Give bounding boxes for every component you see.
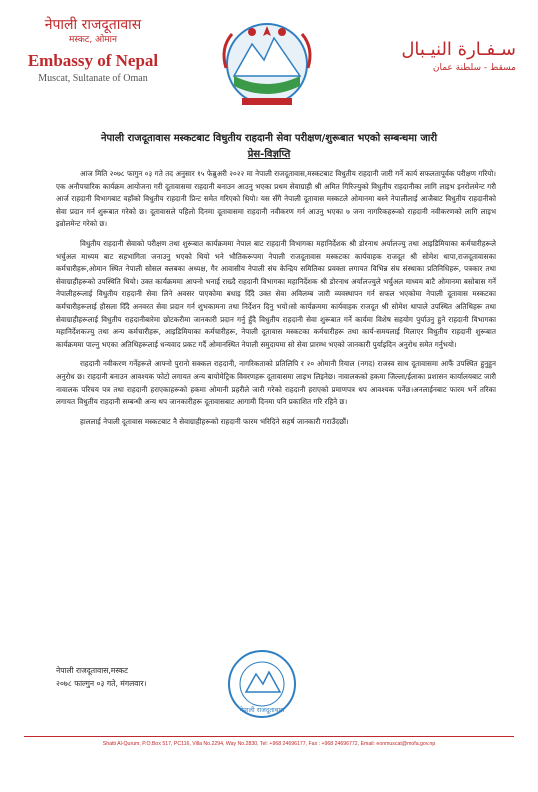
paragraph: विधुतीय राहदानी सेवाको परीक्षण तथा शुरूबात कार्यक्रममा नेपाल बाट राहदानी विभागका महानिर्देशक श्री डोरनाथ अर्यालज्यु तथा आइडिमियाका कर्मचारीहरूले भर्चुअल माध्यम बाट सहभागिता जनाउनु भएको थियो भने भौतिकरूपमा नेपाली राजदूतावास मस्कटका कार्यवाहक राजदूत श्री सोमेश थापा,राजदूतावासका कर्मचारीहरू,ओमान स्थित नेपाली सोसल क्लबका अध्यक्ष, गैर आवासीय नेपाली संघ केन्द्रिय समितिका प्रवक्ता लगायत विभिन्न संघ संस्थाका प्रतिनिधिहरू, पत्रकार तथा सेवाग्राहीहरूको उपस्थिति थियो। उक्त कार्यक्रममा आफ्नो भनाई राख्दै राहदानी विभागका महानिर्देशक श्री डोरनाथ अर्यालज्युले भर्चुअल माध्यम बाटै ओमानमा बसोबास गर्ने नेपालीहरूलाई विधुतीय राहदानी सेवा लिने अवसर पाएकोमा बधाइ दिँदै उक्त सेवा अविलम्ब जारी व्यवस्थापन गर्न सफल भएकोमा नेपाली दूतावास मस्कटका कर्मचारीहरूलाई हौसला दिँदै अनवरत सेवा प्रदान गर्न शुभकामना तथा निर्देशन दिनु भयो।सो कार्यक्रममा कार्यवाहक राजदूत श्री सोमेश थापाले उपस्थित अतिथिहरू तथा सेवाग्राहीहरूलाई विधुतीय राहदानीबारेमा छोटकरीमा जानकारी प्रदान गर्नु हुँदै विधुतीय राहदानी सेवा शुरूबात गर्ने कार्यमा विशेष सहयोग पुर्याउनु हुने राहदानी विभागका महानिर्देशकज्यु तथा अन्य कर्मचारीहरू, आइडिमियाका कर्मचारीहरू, नेपाली दूतावास मस्कटका कर्मचारीहरू तथा कार्य-समयलाई मिलाएर विधुतीय राहदानी शुरूबात कार्यक्रममा पाल्नु भएका अतिथिहरूलाई धन्यवाद प्रकट गर्दै ओमानस्थित नेपाली समुदायमा सो सेवा प्रारम्भ भएको जानकारी पुर्याइदिन अनुरोध समेत गर्नुभयो। [56,238,496,349]
embassy-name-english: Embassy of Nepal [27,51,159,70]
footer-divider [24,736,514,737]
embassy-location-english: Muscat, Sultanate of Oman [38,73,148,84]
paragraph: आज मिति २०७८ फागुन ०३ गते तद अनुसार १५ फेब्रुअरी २०२२ मा नेपाली राजदूतावास,मस्कटबाट विधुतीय राहदानी जारी गर्ने कार्य सफलतापूर्वक परीक्षण गरियो। एक अनौपचारिक कार्यक्रम आयोजना गरी दूतावासमा राहदानी बनाउन आउनु भएका प्रथम सेवाग्राही श्री अमित गिरिज्युको विधुतीय राहदानीका लागि लाइभ इनरोलमेन्ट गरी आर्ज राहदानी विभागबाट वहाँको विधुतीय राहदानी प्रिन्ट समेत गरिएको थियो। यस सँगै नेपाली दूतावास मस्कटले ओमानमा बस्ने नेपालीलाई आजैबाट विधुतीय राहदानीको सेवा प्रदान गर्न शुरूबात गरेको छ। दूतावासले पहिलो दिनमा दूतावासमा राहदानी नवीकरण गर्न आउनु भएका ७ जना नागरिकहरूको राहदानी नवीकरणको लागि लाइभ इन्रोलमेन्ट गरेको छ। [56,169,496,229]
paragraph: राहदानी नवीकरण गर्नेहरूले आफ्नो पुरानो सक्कल राहदानी, नागरिकताको प्रतिलिपि र २० ओमानी रियाल (नगद) राजस्व साथ दूतावासमा आफैं उपस्थित हुनुहुन अनुरोध छ। राहदानी बनाउन आवश्यक फोटो लगायत अन्य बायोमेट्रिक विवरणहरू दूतावासमा लाइभ लिइनेछ। नावालकको हकमा जिल्ला/ईलाका प्रशासन कार्यालयबाट जारी नावालक परिचय पत्र तथा राहदानी हराएकाहरूको हकमा ओमानी प्रहरीले जारी गरेको राहदानी हराएको प्रमाणपत्र थप आवश्यक पर्नेछ।अनलाईनबाट फारम भर्ने तरिका लगायत विधुतीय राहदानी सम्बन्धी अन्य थप जानकारीहरू दूतावासबाट आगामी दिनमा पनि प्रकाशित गरि रहिने छ। [56,359,496,407]
document-subtitle: प्रेस-विज्ञप्ति [247,149,291,160]
embassy-seal-icon [226,648,298,720]
seal-text: नेपाली राजदूतावास [239,706,285,714]
letterhead-right [366,38,516,74]
signature-issuer: नेपाली राजदूतावास,मस्कट [56,666,128,675]
signature-block [56,664,146,690]
embassy-name-nepali: नेपाली राजदूतावास [44,17,142,33]
signature-date: २०७८ फाल्गुन ०३ गते, मंगलवार। [56,679,147,688]
embassy-name-arabic: سـفـارة النيـبال [401,39,516,60]
embassy-location-nepali: मस्कट, ओमान [69,35,117,45]
footer-contact: Shatti Al-Qurum, P.O.Box 517, PC116, Villa No.2294, Way No.2830, Tel: +968 24696177, Fax : +968 24696772, Email: eonmuscat@mofa.gov.np [102,741,436,747]
letterhead [0,0,538,120]
paragraph: हाललाई नेपाली दूतावास मस्कटबाट नै सेवाग्राहीहरूको राहदानी फारम भरिदिने सहर्ष जानकारी गराउँदछौं। [80,416,349,426]
letterhead-left [18,16,168,86]
nepal-emblem-icon [212,14,322,110]
document-body [56,168,496,435]
document-title: नेपाली राजदूतावास मस्कटबाट विधुतीय राहदानी सेवा परीक्षण/शुरूबात भएको सम्बन्धमा जारी [100,133,438,144]
embassy-location-arabic: مسقط - سلطنة عمان [432,63,516,73]
